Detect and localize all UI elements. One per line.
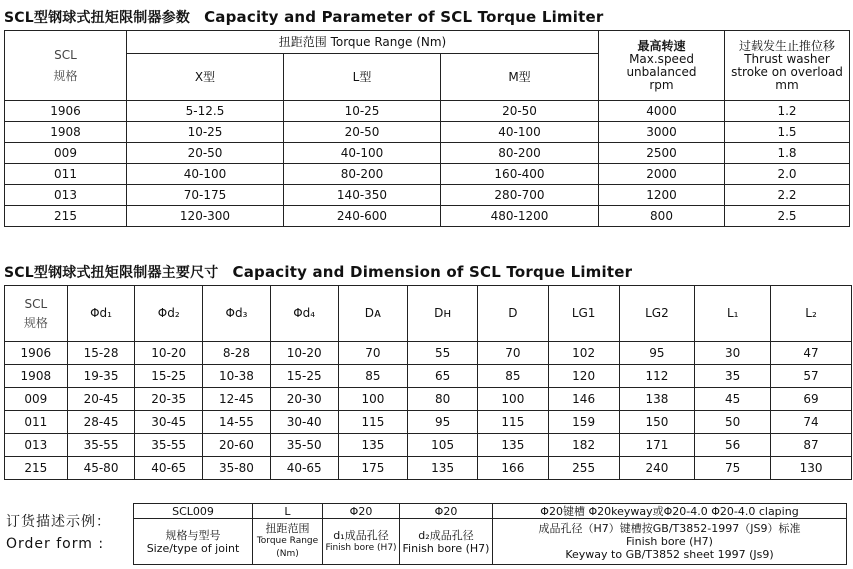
stroke-cell: 1.5 — [725, 122, 850, 143]
order-desc-range-en: Torque Range (Nm) — [256, 536, 319, 559]
stroke-header-en1: Thrust washer — [744, 51, 830, 66]
dim-value-cell: 65 — [408, 365, 478, 388]
table2-title-en: Capacity and Dimension of SCL Torque Limiter — [232, 263, 633, 281]
dim-value-cell: 100 — [478, 388, 549, 411]
order-desc-range — [253, 519, 323, 565]
max-speed-header-cell — [599, 31, 725, 101]
order-value-d1: Φ20 — [323, 504, 400, 519]
dim-spec-cell: 011 — [5, 411, 68, 434]
dim-value-cell: 35-50 — [270, 434, 338, 457]
dim-value-cell: 166 — [478, 457, 549, 480]
dim-value-cell: 57 — [771, 365, 852, 388]
dim-value-cell: 80 — [408, 388, 478, 411]
dim-value-cell: 102 — [548, 342, 619, 365]
dim-col-header: L₂ — [771, 286, 852, 342]
l-type-cell: 140-350 — [284, 185, 441, 206]
parameter-table — [4, 30, 850, 227]
order-desc-size-cn: 规格与型号 — [165, 528, 221, 542]
dim-value-cell: 20-30 — [270, 388, 338, 411]
dim-value-cell: 70 — [338, 342, 408, 365]
dimension-row — [5, 457, 852, 480]
dimension-table — [4, 285, 852, 480]
l-type-cell: 240-600 — [284, 206, 441, 227]
dimension-table-body — [5, 342, 852, 480]
parameter-row — [5, 185, 850, 206]
dim-col-header: LG1 — [548, 286, 619, 342]
dim-value-cell: 130 — [771, 457, 852, 480]
torque-range-header: 扭距范围 Torque Range (Nm) — [127, 31, 599, 54]
dim-spec-header: 规格 — [23, 315, 48, 330]
dim-spec-cell: 215 — [5, 457, 68, 480]
dim-value-cell: 112 — [619, 365, 695, 388]
spec-cell: 1908 — [5, 122, 127, 143]
max-speed-header-en1: Max.speed — [629, 51, 694, 66]
dim-value-cell: 40-65 — [270, 457, 338, 480]
parameter-table-body — [5, 101, 850, 227]
dim-col-header: LG2 — [619, 286, 695, 342]
dim-spec-cell: 1908 — [5, 365, 68, 388]
x-type-cell: 20-50 — [127, 143, 284, 164]
dim-value-cell: 95 — [408, 411, 478, 434]
x-type-cell: 40-100 — [127, 164, 284, 185]
stroke-header-cn: 过载发生止推位移 — [738, 38, 835, 53]
order-desc-size — [134, 519, 253, 565]
dim-value-cell: 12-45 — [203, 388, 271, 411]
order-desc-size-en: Size/type of joint — [146, 541, 240, 555]
scl-header: SCL — [54, 47, 77, 62]
m-type-cell: 160-400 — [441, 164, 599, 185]
stroke-header-en2: stroke on overload — [731, 64, 843, 79]
dimension-row — [5, 388, 852, 411]
order-desc-range-cn: 扭距范围 — [265, 522, 310, 535]
dim-col-header: Φd₄ — [270, 286, 338, 342]
dim-col-header: Φd₃ — [203, 286, 271, 342]
dim-value-cell: 15-25 — [135, 365, 203, 388]
dimension-row — [5, 342, 852, 365]
x-type-cell: 10-25 — [127, 122, 284, 143]
parameter-row — [5, 206, 850, 227]
order-form-table — [133, 503, 847, 565]
m-type-cell: 280-700 — [441, 185, 599, 206]
dim-value-cell: 14-55 — [203, 411, 271, 434]
dim-value-cell: 69 — [771, 388, 852, 411]
dim-value-cell: 10-20 — [270, 342, 338, 365]
spec-cell: 011 — [5, 164, 127, 185]
l-type-cell: 40-100 — [284, 143, 441, 164]
stroke-cell: 1.2 — [725, 101, 850, 122]
parameter-row — [5, 122, 850, 143]
dim-value-cell: 45 — [695, 388, 771, 411]
dim-value-cell: 40-65 — [135, 457, 203, 480]
dim-value-cell: 105 — [408, 434, 478, 457]
dim-value-cell: 138 — [619, 388, 695, 411]
max-speed-cell: 2000 — [599, 164, 725, 185]
dim-value-cell: 55 — [408, 342, 478, 365]
dim-spec-header-cell — [5, 286, 68, 342]
order-desc-d1-cn: d₁成品孔径 — [333, 528, 389, 542]
dim-value-cell: 20-45 — [67, 388, 135, 411]
dim-value-cell: 20-35 — [135, 388, 203, 411]
dim-value-cell: 50 — [695, 411, 771, 434]
dim-col-header: L₁ — [695, 286, 771, 342]
dim-value-cell: 146 — [548, 388, 619, 411]
stroke-header-cell — [725, 31, 850, 101]
spec-header-cell — [5, 31, 127, 101]
dim-value-cell: 8-28 — [203, 342, 271, 365]
order-desc-d2-cn: d₂成品孔径 — [418, 528, 474, 542]
table2-title — [4, 262, 632, 282]
dim-col-header: Dᴀ — [338, 286, 408, 342]
order-desc-keyway — [493, 519, 847, 565]
order-desc-d2 — [400, 519, 493, 565]
dim-value-cell: 10-20 — [135, 342, 203, 365]
order-label-en: Order form : — [6, 536, 105, 552]
dim-value-cell: 159 — [548, 411, 619, 434]
spec-header: 规格 — [53, 68, 78, 83]
dim-value-cell: 35-55 — [135, 434, 203, 457]
dim-col-header: Dʜ — [408, 286, 478, 342]
l-type-cell: 80-200 — [284, 164, 441, 185]
m-type-cell: 480-1200 — [441, 206, 599, 227]
order-desc-d1-en: Finish bore (H7) — [325, 542, 397, 553]
dim-value-cell: 19-35 — [67, 365, 135, 388]
dim-value-cell: 75 — [695, 457, 771, 480]
dimension-row — [5, 365, 852, 388]
dimension-row — [5, 434, 852, 457]
order-desc-keyway-cn: 成品孔径（H7）键槽按GB/T3852-1997（JS9）标准 — [538, 522, 801, 535]
order-desc-keyway-en2: Keyway to GB/T3852 sheet 1997 (Js9) — [565, 548, 774, 561]
max-speed-cell: 4000 — [599, 101, 725, 122]
dim-value-cell: 15-28 — [67, 342, 135, 365]
order-desc-d1 — [323, 519, 400, 565]
dim-col-header: Φd₁ — [67, 286, 135, 342]
dim-spec-cell: 009 — [5, 388, 68, 411]
dim-value-cell: 74 — [771, 411, 852, 434]
dim-value-cell: 255 — [548, 457, 619, 480]
dim-value-cell: 35-55 — [67, 434, 135, 457]
table2-title-cn: SCL型钢球式扭矩限制器主要尺寸 — [4, 265, 219, 281]
dim-value-cell: 87 — [771, 434, 852, 457]
dim-value-cell: 28-45 — [67, 411, 135, 434]
dim-value-cell: 150 — [619, 411, 695, 434]
dim-value-cell: 100 — [338, 388, 408, 411]
dim-value-cell: 135 — [338, 434, 408, 457]
max-speed-cell: 2500 — [599, 143, 725, 164]
table1-title-cn: SCL型钢球式扭矩限制器参数 — [4, 10, 191, 26]
dim-value-cell: 115 — [338, 411, 408, 434]
dim-value-cell: 135 — [478, 434, 549, 457]
dim-value-cell: 56 — [695, 434, 771, 457]
stroke-header-en3: mm — [775, 77, 799, 92]
spec-cell: 009 — [5, 143, 127, 164]
dim-value-cell: 30-40 — [270, 411, 338, 434]
dim-value-cell: 85 — [338, 365, 408, 388]
order-label-cn: 订货描述示例： — [6, 514, 111, 530]
m-type-cell: 20-50 — [441, 101, 599, 122]
dim-col-header: D — [478, 286, 549, 342]
x-type-cell: 5-12.5 — [127, 101, 284, 122]
dim-value-cell: 182 — [548, 434, 619, 457]
dim-value-cell: 95 — [619, 342, 695, 365]
l-type-cell: 20-50 — [284, 122, 441, 143]
spec-cell: 215 — [5, 206, 127, 227]
order-value-size: SCL009 — [134, 504, 253, 519]
order-desc-d2-en: Finish bore (H7) — [402, 541, 490, 555]
dim-value-cell: 135 — [408, 457, 478, 480]
dim-spec-cell: 1906 — [5, 342, 68, 365]
max-speed-cell: 3000 — [599, 122, 725, 143]
max-speed-header-cn: 最高转速 — [637, 38, 686, 53]
dim-value-cell: 85 — [478, 365, 549, 388]
x-type-cell: 120-300 — [127, 206, 284, 227]
max-speed-header-en2: unbalanced — [626, 64, 697, 79]
l-type-cell: 10-25 — [284, 101, 441, 122]
order-desc-keyway-en1: Finish bore (H7) — [626, 535, 713, 548]
max-speed-header-en3: rpm — [649, 77, 674, 92]
dim-value-cell: 115 — [478, 411, 549, 434]
dim-value-cell: 30-45 — [135, 411, 203, 434]
max-speed-cell: 800 — [599, 206, 725, 227]
stroke-cell: 1.8 — [725, 143, 850, 164]
x-type-cell: 70-175 — [127, 185, 284, 206]
l-type-header: L型 — [284, 54, 441, 101]
dim-value-cell: 20-60 — [203, 434, 271, 457]
stroke-cell: 2.2 — [725, 185, 850, 206]
dim-value-cell: 120 — [548, 365, 619, 388]
parameter-row — [5, 164, 850, 185]
parameter-row — [5, 143, 850, 164]
order-value-range: L — [253, 504, 323, 519]
dim-value-cell: 47 — [771, 342, 852, 365]
dim-spec-cell: 013 — [5, 434, 68, 457]
m-type-header: M型 — [441, 54, 599, 101]
order-value-keyway: Φ20键槽 Φ20keyway或Φ20-4.0 Φ20-4.0 claping — [493, 504, 847, 519]
dim-value-cell: 45-80 — [67, 457, 135, 480]
dim-value-cell: 175 — [338, 457, 408, 480]
stroke-cell: 2.0 — [725, 164, 850, 185]
dim-col-header: Φd₂ — [135, 286, 203, 342]
spec-cell: 1906 — [5, 101, 127, 122]
dim-value-cell: 35 — [695, 365, 771, 388]
parameter-row — [5, 101, 850, 122]
dim-scl-header: SCL — [24, 296, 48, 311]
dim-value-cell: 15-25 — [270, 365, 338, 388]
dim-value-cell: 171 — [619, 434, 695, 457]
dim-value-cell: 35-80 — [203, 457, 271, 480]
spec-cell: 013 — [5, 185, 127, 206]
table1-title-en: Capacity and Parameter of SCL Torque Limiter — [204, 8, 604, 26]
dim-value-cell: 70 — [478, 342, 549, 365]
max-speed-cell: 1200 — [599, 185, 725, 206]
x-type-header: X型 — [127, 54, 284, 101]
stroke-cell: 2.5 — [725, 206, 850, 227]
m-type-cell: 40-100 — [441, 122, 599, 143]
dimension-row — [5, 411, 852, 434]
dim-value-cell: 10-38 — [203, 365, 271, 388]
order-value-d2: Φ20 — [400, 504, 493, 519]
table1-title — [4, 7, 603, 27]
dim-value-cell: 30 — [695, 342, 771, 365]
dim-value-cell: 240 — [619, 457, 695, 480]
m-type-cell: 80-200 — [441, 143, 599, 164]
